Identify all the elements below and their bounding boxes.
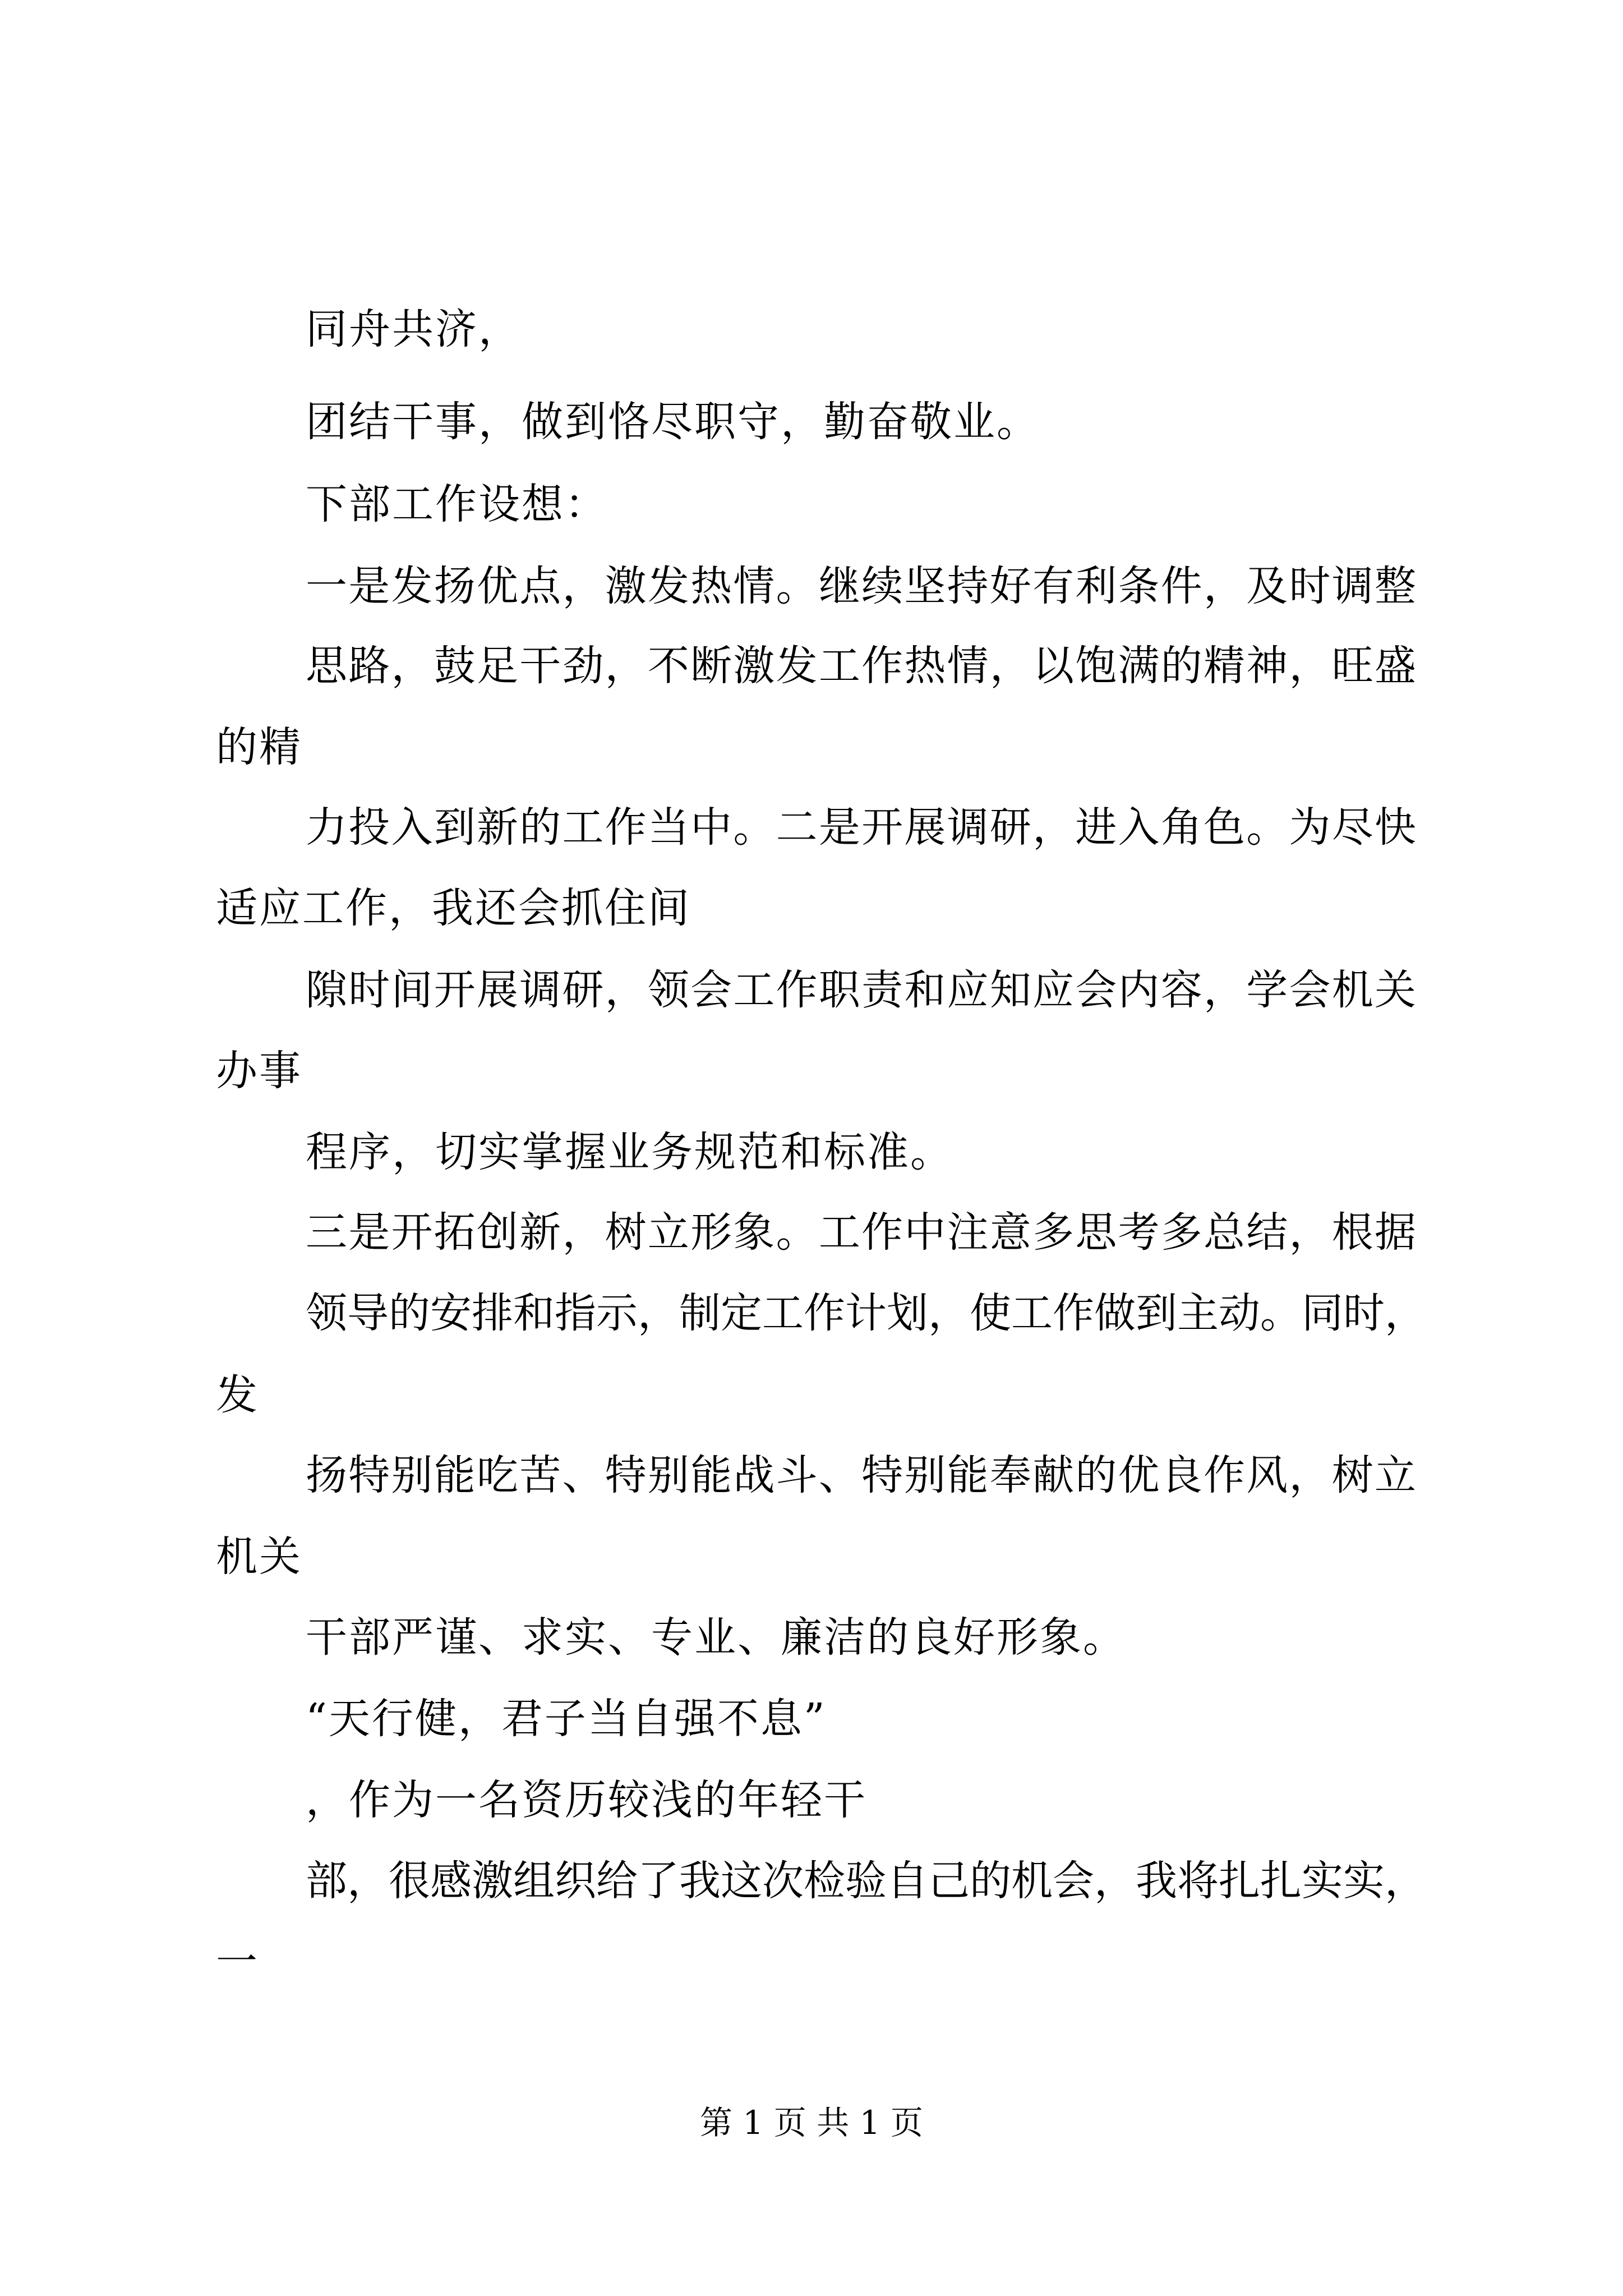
text-line-8: 适应工作，我还会抓住间	[216, 884, 691, 932]
text-line-11: 程序，切实掌握业务规范和标准。	[306, 1128, 953, 1176]
text-line-21: 一	[216, 1938, 259, 1986]
text-line-17: 干部严谨、求实、专业、廉洁的良好形象。	[306, 1613, 1126, 1662]
text-line-10: 办事	[216, 1047, 302, 1095]
text-line-6: 的精	[216, 723, 302, 771]
text-line-13: 领导的安排和指示，制定工作计划，使工作做到主动。同时，	[306, 1289, 1426, 1337]
text-line-19: ，作为一名资历较浅的年轻干	[306, 1776, 867, 1824]
text-line-14: 发	[216, 1371, 259, 1419]
text-line-2: 团结干事，做到恪尽职守，勤奋敬业。	[306, 398, 1040, 446]
text-line-1: 同舟共济，	[306, 305, 522, 353]
text-line-16: 机关	[216, 1533, 302, 1581]
text-line-4: 一是发扬优点，激发热情。继续坚持好有利条件，及时调整	[306, 562, 1416, 610]
page-number-footer: 第 1 页 共 1 页	[700, 2104, 923, 2142]
text-line-20: 部，很感激组织给了我这次检验自己的机会，我将扎扎实实，	[306, 1857, 1426, 1905]
text-line-9: 隙时间开展调研，领会工作职责和应知应会内容，学会机关	[306, 966, 1416, 1014]
text-line-12: 三是开拓创新，树立形象。工作中注意多思考多总结，根据	[306, 1208, 1416, 1257]
text-line-7: 力投入到新的工作当中。二是开展调研，进入角色。为尽快	[306, 803, 1416, 852]
text-line-18: “天行健，君子当自强不息”	[306, 1695, 827, 1743]
text-line-5: 思路，鼓足干劲，不断激发工作热情，以饱满的精神，旺盛	[306, 642, 1416, 690]
text-line-3: 下部工作设想：	[306, 480, 608, 528]
text-line-15: 扬特别能吃苦、特别能战斗、特别能奉献的优良作风，树立	[306, 1451, 1416, 1499]
